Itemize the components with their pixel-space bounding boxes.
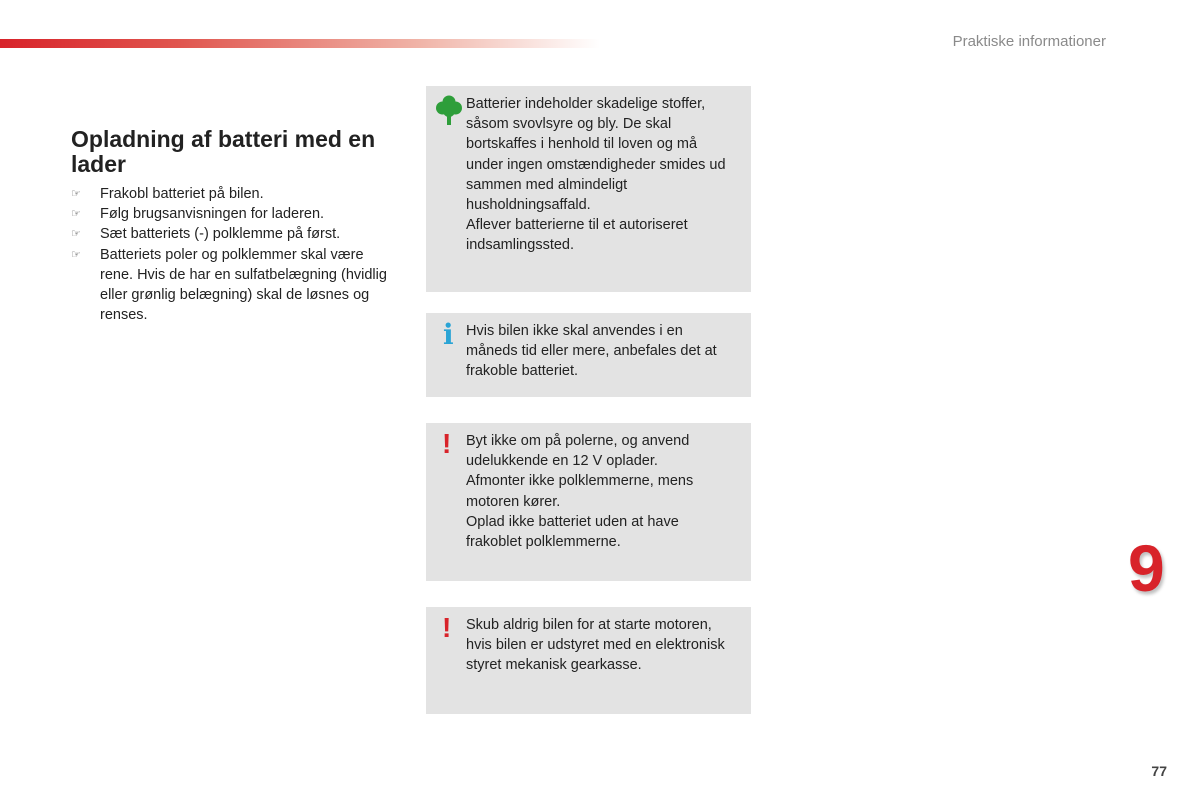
note-paragraph: Skub aldrig bilen for at starte motoren, hvis bilen er udstyret med en elektronisk styret mekanisk gearkasse. — [466, 617, 725, 674]
page-number: 77 — [1151, 763, 1167, 779]
note-paragraph: Byt ikke om på polerne, og anvend udelukkende en 12 V oplader. — [466, 433, 690, 470]
pointing-hand-icon: ☞ — [71, 188, 81, 200]
warning-icon: ! — [442, 612, 452, 643]
list-item-text: Frakobl batteriet på bilen. — [100, 186, 264, 202]
list-item-text: Batteriets poler og polklemmer skal være rene. Hvis de har en sulfatbelægning (hvidlig eller grønlig belægning) skal de løsnes og renses. — [100, 246, 387, 324]
note-paragraph: Aflever batterierne til et autoriseret indsamlingssted. — [466, 217, 688, 254]
list-item — [71, 184, 391, 204]
warning-note — [426, 607, 751, 714]
list-item-text: Sæt batteriets (-) polklemme på først. — [100, 226, 341, 243]
pointing-hand-icon: ☞ — [71, 208, 81, 221]
list-item — [71, 224, 391, 244]
pointing-hand-icon: ☞ — [71, 248, 81, 261]
chapter-number: 9 — [1128, 531, 1165, 605]
info-note — [426, 313, 751, 397]
info-icon: i — [443, 318, 454, 351]
note-paragraph: Afmonter ikke polklemmerne, mens motoren kører. — [466, 473, 694, 510]
warning-note — [426, 423, 751, 581]
header-accent-bar — [0, 39, 600, 48]
list-item-text: Følg brugsanvisningen for laderen. — [100, 206, 325, 223]
warning-icon: ! — [442, 428, 452, 459]
list-item — [71, 204, 391, 224]
section-title: Praktiske informationer — [952, 33, 1106, 50]
note-paragraph: Oplad ikke batteriet uden at have frakoblet polklemmerne. — [466, 513, 679, 551]
tree-icon — [436, 94, 462, 131]
note-paragraph: Batterier indeholder skadelige stoffer, såsom svovlsyre og bly. De skal bortskaffes i henhold til loven og må under ingen omstændigheder smides ud sammen med almindeligt husholdningsaffald. — [466, 96, 726, 214]
note-paragraph: Hvis bilen ikke skal anvendes i en måneds tid eller mere, anbefales det at frakoble batteriet. — [466, 323, 717, 380]
list-item — [71, 245, 391, 326]
environment-note — [426, 86, 751, 292]
instruction-list — [71, 184, 391, 325]
page-heading: Opladning af batteri med en lader — [71, 126, 376, 177]
pointing-hand-icon: ☞ — [71, 228, 81, 241]
